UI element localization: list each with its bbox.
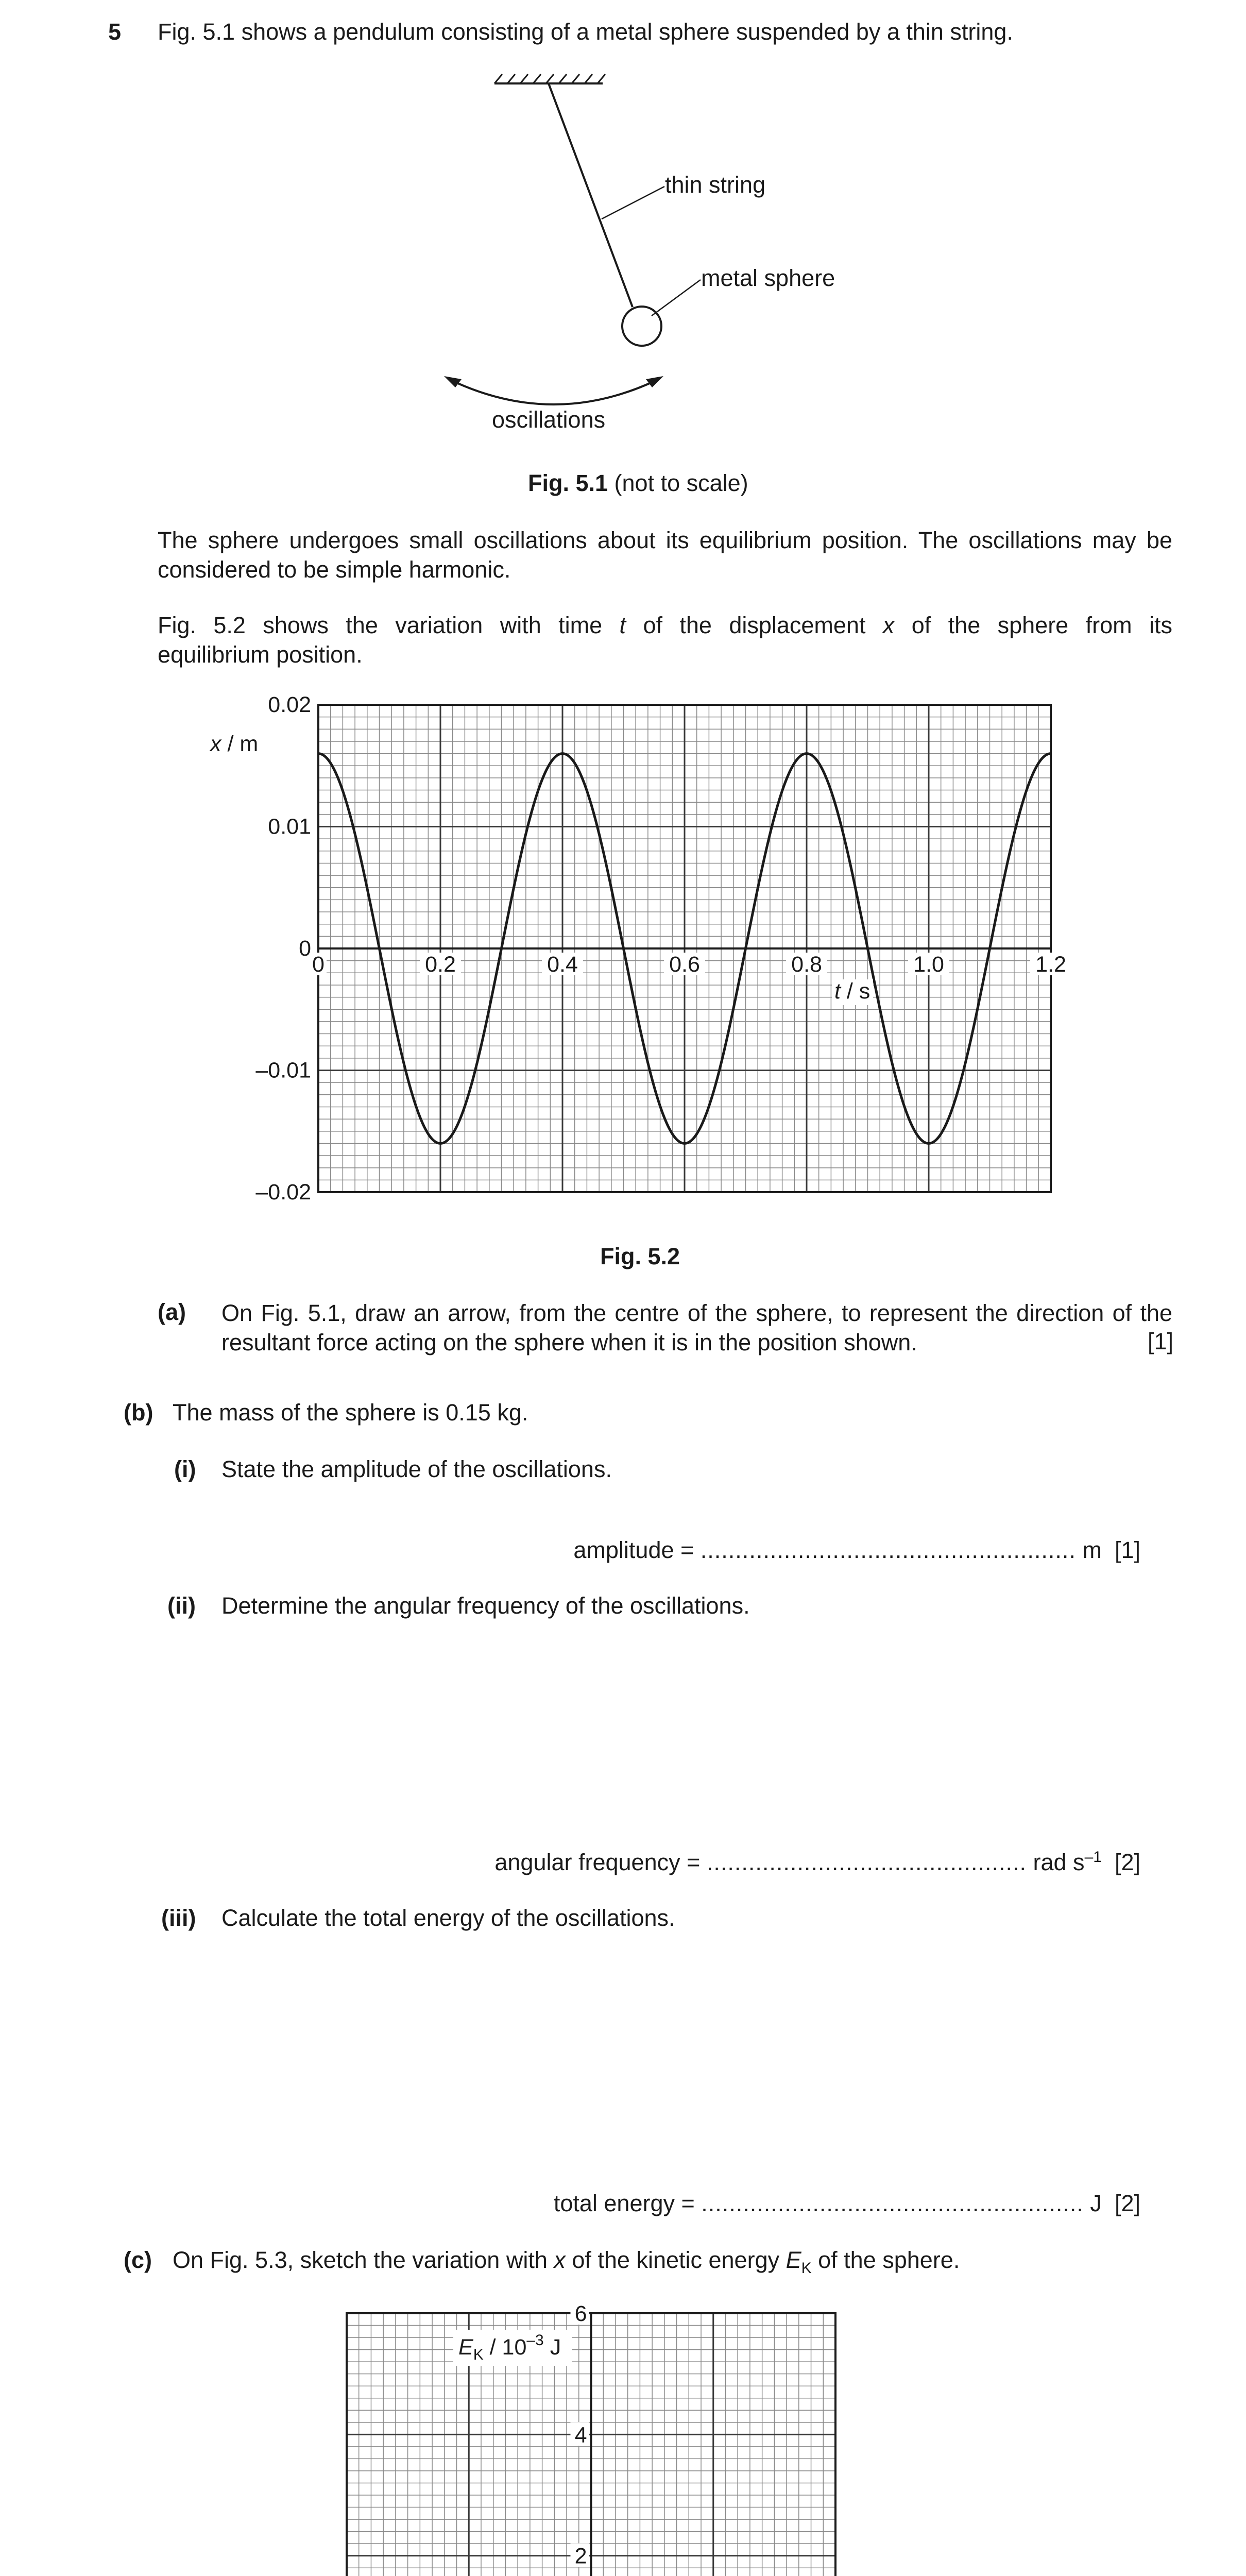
fig-5-1-caption: Fig. 5.1 (not to scale) bbox=[528, 470, 748, 496]
x-tick-label: 0.8 bbox=[791, 952, 822, 977]
arc-arrowhead-right bbox=[646, 376, 663, 387]
part-b-ii-label: (ii) bbox=[167, 1592, 196, 1619]
y-tick-label: –0.02 bbox=[255, 1180, 311, 1205]
string-line bbox=[549, 83, 633, 307]
y-tick-label: 0 bbox=[299, 936, 311, 961]
arc-arrowhead-left bbox=[444, 376, 462, 387]
amplitude-answer-field[interactable]: ...................................................... bbox=[700, 1537, 1076, 1563]
sphere-leader bbox=[652, 280, 701, 316]
question-number: 5 bbox=[108, 19, 122, 45]
angular-frequency-answer-line: angular frequency = .............................................. rad $s^{-1}$ [2] bbox=[494, 1849, 1140, 1875]
y-tick-label: 0.01 bbox=[268, 814, 311, 839]
amplitude-answer-line: amplitude = ...................................................... m [1] bbox=[573, 1537, 1140, 1563]
paragraph-fig-5-2-intro: Fig. 5.2 shows the variation with time t of the displacement x of the sphere from its equilibrium position. bbox=[158, 612, 1172, 668]
x-tick-label: 0.6 bbox=[669, 952, 700, 977]
y-axis-label: $E_K / 10^{-3}$ J bbox=[458, 2332, 561, 2363]
part-b-i-label: (i) bbox=[174, 1456, 196, 1482]
part-a-marks: [1] bbox=[1148, 1328, 1174, 1354]
metal-sphere-label: metal sphere bbox=[701, 265, 835, 291]
x-tick-label: 0.2 bbox=[425, 952, 456, 977]
kinetic-energy-grid[interactable] bbox=[0, 2287, 1246, 2576]
y-tick-label: 2 bbox=[574, 2544, 587, 2569]
string-leader bbox=[602, 187, 664, 219]
thin-string-label: thin string bbox=[665, 172, 766, 198]
pendulum-diagram bbox=[0, 0, 1246, 464]
x-tick-label: 0.4 bbox=[547, 952, 578, 977]
part-b-iii-text: Calculate the total energy of the oscillations. bbox=[221, 1905, 675, 1931]
x-tick-label: 1.2 bbox=[1035, 952, 1066, 977]
part-a-label: (a) bbox=[158, 1299, 186, 1325]
y-tick-label: 0.02 bbox=[268, 692, 311, 717]
part-c-text: On Fig. 5.3, sketch the variation with x of the kinetic energy $E_K$ of the sphere. bbox=[173, 2247, 960, 2277]
paragraph-shm: The sphere undergoes small oscillations about its equilibrium position. The oscillations may be considered to be simple harmonic. bbox=[158, 527, 1172, 583]
part-a-text: On Fig. 5.1, draw an arrow, from the centre of the sphere, to represent the direction of the resultant force acting on the sphere when it is in the position shown. bbox=[221, 1300, 1172, 1355]
y-axis-label: x / m bbox=[210, 732, 259, 756]
fig-5-2-caption: Fig. 5.2 bbox=[600, 1243, 680, 1269]
oscillations-label: oscillations bbox=[492, 406, 606, 433]
x-axis-label: t / s bbox=[834, 979, 871, 1004]
part-b-text: The mass of the sphere is 0.15 kg. bbox=[173, 1399, 528, 1426]
y-tick-label: 6 bbox=[574, 2301, 587, 2326]
part-b-ii-text: Determine the angular frequency of the oscillations. bbox=[221, 1592, 750, 1619]
angular-frequency-answer-field[interactable]: .............................................. bbox=[706, 1849, 1027, 1875]
part-c-label: (c) bbox=[124, 2247, 152, 2273]
part-b-label: (b) bbox=[124, 1399, 153, 1426]
x-tick-label: 0 bbox=[312, 952, 325, 977]
question-intro: Fig. 5.1 shows a pendulum consisting of a metal sphere suspended by a thin string. bbox=[158, 19, 1013, 45]
oscillation-arc bbox=[453, 381, 654, 404]
part-b-iii-label: (iii) bbox=[161, 1905, 196, 1931]
y-tick-label: 4 bbox=[574, 2422, 587, 2448]
total-energy-answer-field[interactable]: ....................................................... bbox=[701, 2190, 1084, 2216]
x-tick-label: 1.0 bbox=[913, 952, 944, 977]
displacement-time-chart bbox=[0, 670, 1246, 1236]
y-tick-label: –0.01 bbox=[255, 1058, 311, 1083]
total-energy-answer-line: total energy = ....................................................... J [2] bbox=[553, 2190, 1140, 2216]
ceiling-support bbox=[494, 74, 605, 83]
part-b-i-text: State the amplitude of the oscillations. bbox=[221, 1456, 612, 1482]
